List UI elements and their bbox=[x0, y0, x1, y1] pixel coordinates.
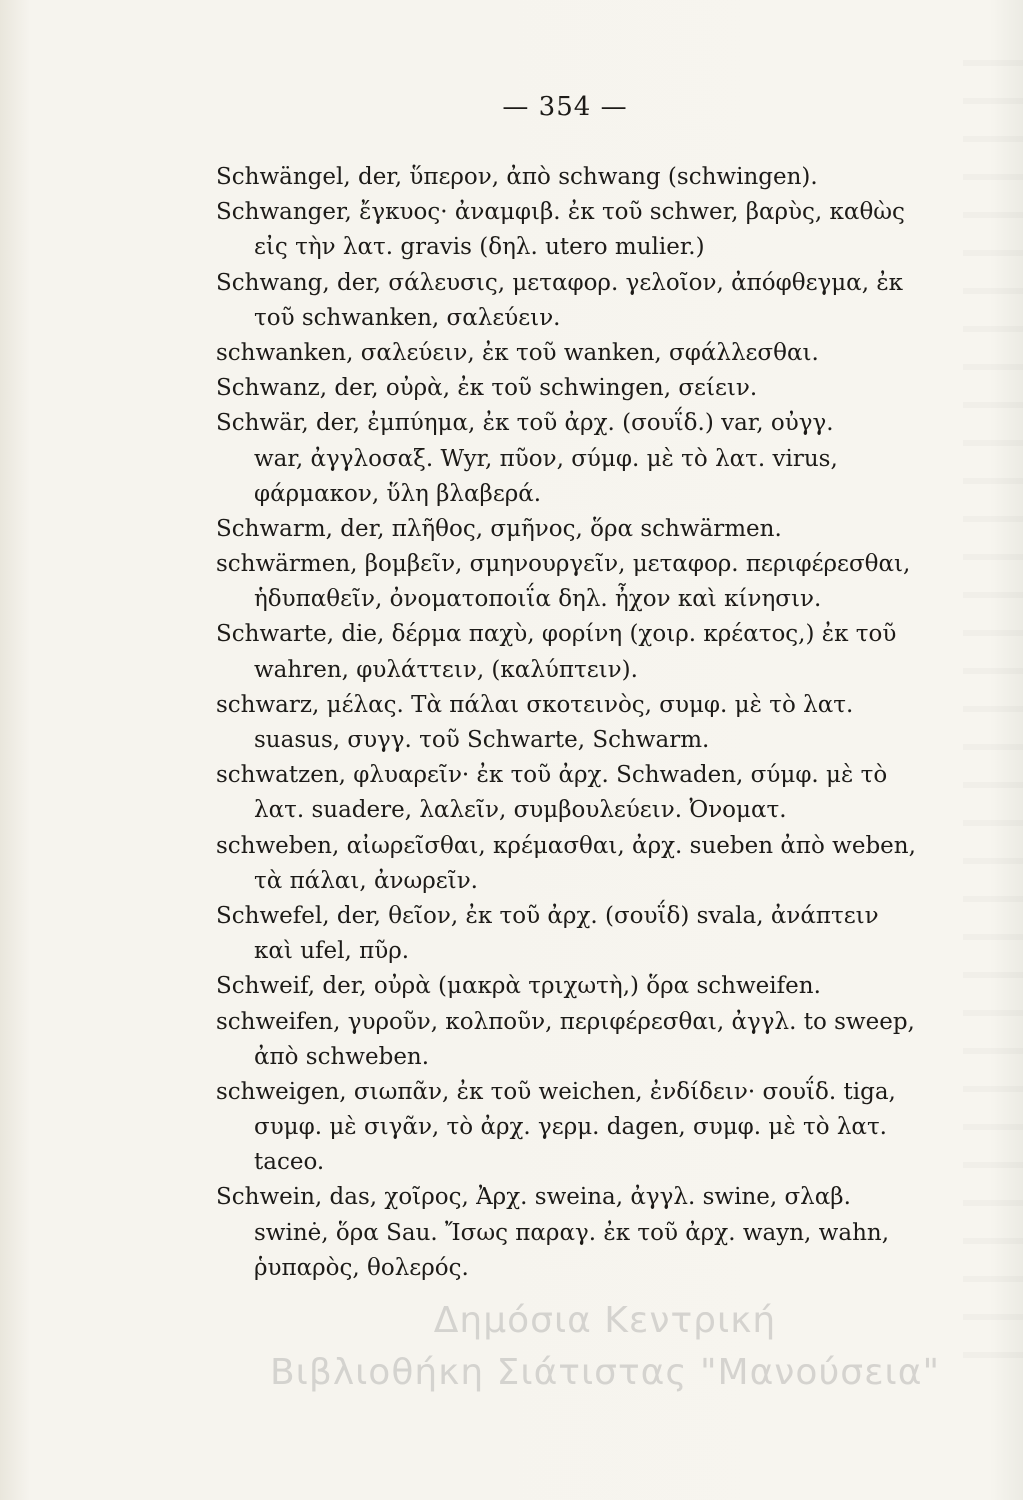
entry-headword-line: Schweif, der, οὐρὰ (μακρὰ τριχωτὴ,) ὅρα schweifen. bbox=[216, 973, 821, 1000]
page-number: — 354 — bbox=[502, 92, 628, 122]
entry-continuation-line: ῥυπαρὸς, θολερός. bbox=[254, 1254, 469, 1281]
entry-headword-line: schwarz, μέλας. Τὰ πάλαι σκοτεινὸς, συμφ. μὲ τὸ λατ. bbox=[216, 691, 854, 718]
entry-continuation-line: συμφ. μὲ σιγᾶν, τὸ ἀρχ. γερμ. dagen, συμφ. μὲ τὸ λατ. bbox=[254, 1114, 887, 1141]
entry-headword-line: Schwarm, der, πλῆθος, σμῆνος, ὅρα schwärmen. bbox=[216, 515, 782, 542]
entry-headword-line: Schwang, der, σάλευσις, μεταφορ. γελοῖον, ἀπόφθεγμα, ἐκ bbox=[216, 269, 904, 296]
entry-headword-line: schwanken, σαλεύειν, ἐκ τοῦ wanken, σφάλλεσθαι. bbox=[216, 339, 819, 366]
entry-headword-line: Schwarte, die, δέρμα παχὺ, φορίνη (χοιρ. κρέατος,) ἐκ τοῦ bbox=[216, 621, 897, 648]
entry-headword-line: Schwein, das, χοῖρος, Ἀρχ. sweina, ἀγγλ. swine, σλαβ. bbox=[216, 1184, 851, 1211]
entry-headword-line: Schwanz, der, οὐρὰ, ἐκ τοῦ schwingen, σείειν. bbox=[216, 375, 758, 402]
entry-continuation-line: τὰ πάλαι, ἀνωρεῖν. bbox=[254, 867, 478, 894]
dictionary-entries bbox=[216, 160, 956, 1286]
library-watermark-line-1: Δημόσια Κεντρική bbox=[433, 1300, 777, 1341]
entry-continuation-line: ἀπὸ schweben. bbox=[254, 1043, 430, 1070]
entry-continuation-line: λατ. suadere, λαλεῖν, συμβουλεύειν. Ὀνοματ. bbox=[254, 797, 787, 824]
entry-continuation-line: τοῦ schwanken, σαλεύειν. bbox=[254, 304, 561, 331]
entry-headword-line: schweben, αἰωρεῖσθαι, κρέμασθαι, ἀρχ. sueben ἀπὸ weben, bbox=[216, 832, 916, 859]
entry-continuation-line: wahren, φυλάττειν, (καλύπτειν). bbox=[254, 656, 638, 683]
entry-continuation-line: suasus, συγγ. τοῦ Schwarte, Schwarm. bbox=[254, 727, 710, 753]
entry-headword-line: schweigen, σιωπᾶν, ἐκ τοῦ weichen, ἐνδίδειν· σουΐδ. tiga, bbox=[216, 1078, 896, 1105]
entry-continuation-line: ἡδυπαθεῖν, ὀνοματοποιΐα δηλ. ἦχον καὶ κίνησιν. bbox=[254, 586, 822, 613]
entry-headword-line: schwatzen, φλυαρεῖν· ἐκ τοῦ ἀρχ. Schwaden, σύμφ. μὲ τὸ bbox=[216, 762, 888, 789]
entry-continuation-line: καὶ ufel, πῦρ. bbox=[254, 938, 410, 965]
entry-continuation-line: war, ἀγγλοσαξ. Wyr, πῦον, σύμφ. μὲ τὸ λατ. virus, bbox=[254, 445, 838, 472]
entry-headword-line: schweifen, γυροῦν, κολποῦν, περιφέρεσθαι, ἀγγλ. to sweep, bbox=[216, 1008, 915, 1035]
entry-continuation-line: φάρμακον, ὕλη βλαβερά. bbox=[254, 480, 542, 507]
entry-continuation-line: swinė, ὅρα Sau. Ἴσως παραγ. ἐκ τοῦ ἀρχ. wayn, wahn, bbox=[254, 1219, 890, 1246]
facing-page-bleed-through bbox=[963, 60, 1023, 1380]
library-watermark-line-2: Βιβλιοθήκη Σιάτιστας "Μανούσεια" bbox=[269, 1352, 941, 1393]
entry-headword-line: Schwanger, ἔγκυος· ἀναμφιβ. ἐκ τοῦ schwer, βαρὺς, καθὼς bbox=[216, 199, 905, 226]
entry-continuation-line: taceo. bbox=[254, 1149, 325, 1176]
entry-headword-line: schwärmen, βομβεῖν, σμηνουργεῖν, μεταφορ. περιφέρεσθαι, bbox=[216, 551, 911, 578]
entry-headword-line: Schwängel, der, ὕπερον, ἀπὸ schwang (schwingen). bbox=[216, 164, 818, 190]
entry-headword-line: Schwefel, der, θεῖον, ἐκ τοῦ ἀρχ. (σουΐδ) svala, ἀνάπτειν bbox=[216, 902, 879, 929]
entry-continuation-line: εἰς τὴν λατ. gravis (δηλ. utero mulier.) bbox=[254, 234, 705, 261]
entry-headword-line: Schwär, der, ἐμπύημα, ἐκ τοῦ ἀρχ. (σουΐδ.) var, οὐγγ. bbox=[216, 410, 834, 437]
